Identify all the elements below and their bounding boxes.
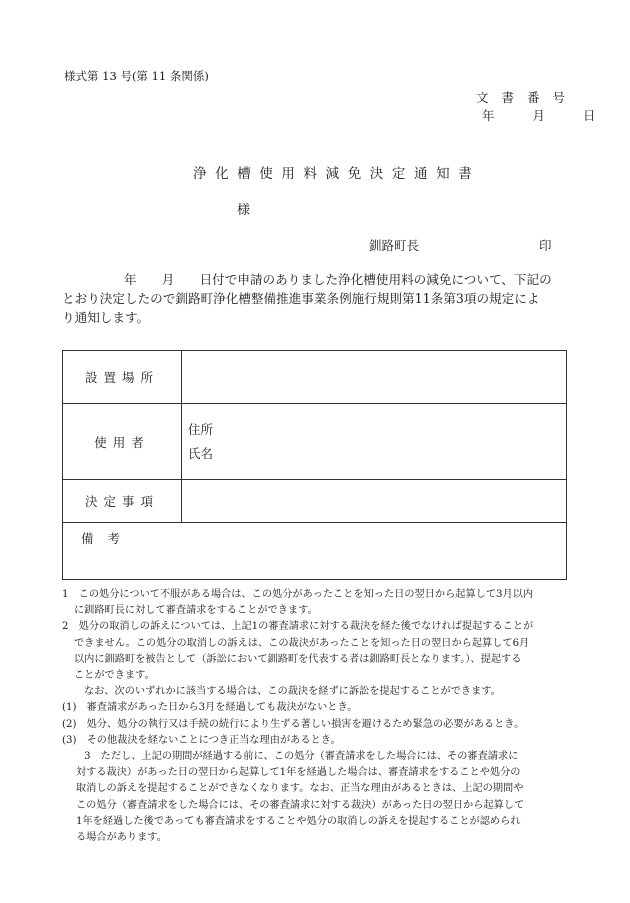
decision-label: 決定事項 bbox=[63, 480, 182, 523]
address-label: 住所 bbox=[188, 421, 214, 437]
note-line: 対する裁決）があった日の翌日から起算して1年を経過した場合は、審査請求をすることや処分の bbox=[76, 767, 521, 779]
note-line: この処分（審査請求をした場合には、その審査請求に対する裁決）があった日の翌日から起算して bbox=[76, 799, 525, 811]
table-row-decision bbox=[63, 480, 567, 523]
addressee: 様 bbox=[237, 203, 251, 218]
location-label: 設置場所 bbox=[63, 351, 182, 404]
note-line: できません。この処分の取消しの訴えは、この裁決があったことを知った日の翌日から起算して6月 bbox=[74, 637, 530, 649]
user-value bbox=[182, 404, 567, 480]
form-number: 様式第 13 号(第 11 条関係) bbox=[64, 69, 209, 83]
issuer: 釧路町長 bbox=[369, 238, 420, 253]
note-line: に釧路町長に対して審査請求をすることができます。 bbox=[74, 605, 318, 617]
note-line: なお、次のいずれかに該当する場合は、この裁決を経ずに訴訟を提起することができます。 bbox=[84, 686, 501, 698]
body-line-1: 年 月 日付で申請のありました浄化槽使用料の減免について、下記の bbox=[124, 272, 552, 287]
note-line: (2) 処分、処分の執行又は手続の続行により生ずる著しい損害を避けるため緊急の必要があるとき。 bbox=[62, 718, 525, 730]
body-line-3: り通知します。 bbox=[62, 310, 150, 325]
note-line: 1 この処分について不服がある場合は、この処分があったことを知った日の翌日から起算して3月以内 bbox=[62, 589, 534, 600]
table-row-user bbox=[63, 404, 567, 480]
table-row-remarks bbox=[63, 523, 567, 580]
note-line: 3 ただし、上記の期間が経過する前に、この処分（審査請求をした場合には、その審査請求に bbox=[84, 751, 519, 763]
note-line: 1年を経過した後であっても審査請求をすることや処分の取消しの訴えを提起することが認められ bbox=[76, 815, 521, 827]
note-line: ことができます。 bbox=[74, 670, 155, 682]
date-year: 年 bbox=[482, 108, 495, 123]
appeal-notes bbox=[62, 587, 572, 846]
user-label: 使用者 bbox=[63, 404, 182, 480]
date-line bbox=[482, 106, 595, 124]
date-month: 月 bbox=[532, 108, 545, 123]
date-day: 日 bbox=[582, 108, 596, 123]
note-line: (3) その他裁決を経ないことにつき正当な理由があるとき。 bbox=[62, 734, 341, 746]
remarks-label: 備考 bbox=[63, 523, 567, 580]
note-line: (1) 審査請求があった日から3月を経過しても裁決がないとき。 bbox=[62, 702, 358, 714]
note-line: 取消しの訴えを提起することができなくなります。なお、正当な理由があるときは、上記の期間や bbox=[76, 783, 524, 795]
location-value bbox=[182, 351, 567, 404]
decision-value bbox=[182, 480, 567, 523]
body-line-2: とおり決定したので釧路町浄化槽整備推進事業条例施行規則第11条第3項の規定によ bbox=[62, 291, 540, 306]
document-title: 浄化槽使用料減免決定通知書 bbox=[193, 166, 481, 182]
note-line: 2 処分の取消しの訴えについては、上記1の審査請求に対する裁決を経た後でなければ提起することが bbox=[62, 621, 534, 633]
note-line: る場合があります。 bbox=[76, 832, 167, 844]
details-table bbox=[62, 350, 567, 580]
document-number-label: 文書番号 bbox=[476, 90, 579, 105]
notice-body bbox=[62, 270, 572, 327]
name-label: 氏名 bbox=[188, 445, 214, 461]
table-row-location bbox=[63, 351, 567, 404]
note-line: 以内に釧路町を被告として（訴訟において釧路町を代表する者は釧路町長となります。）、提起する bbox=[74, 653, 522, 665]
seal-mark: 印 bbox=[539, 238, 552, 253]
